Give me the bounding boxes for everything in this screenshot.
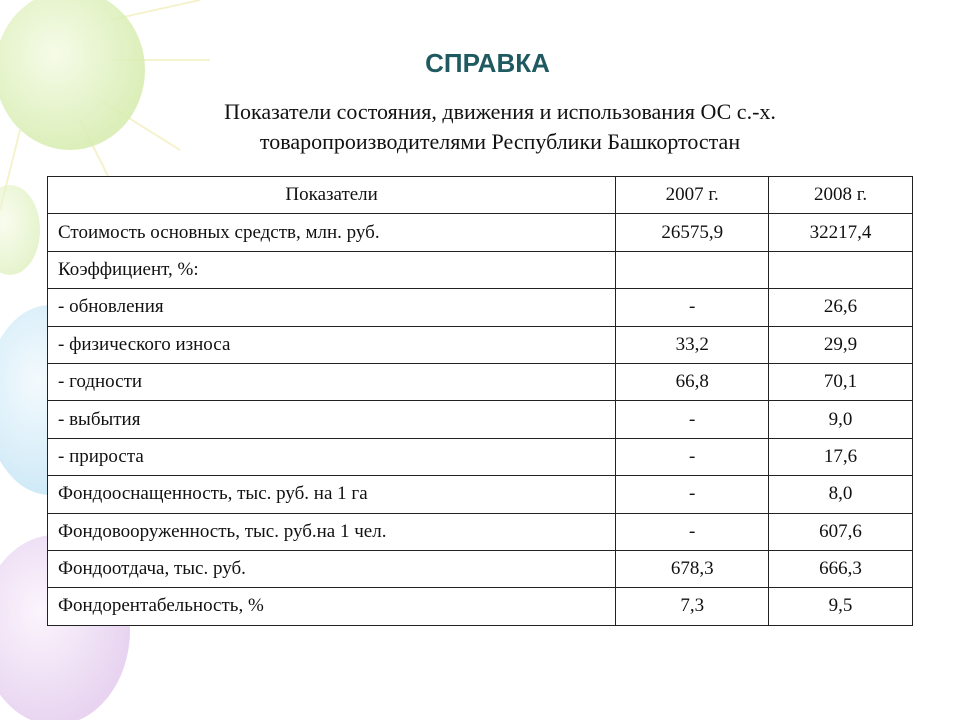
value-2008: 8,0 xyxy=(769,476,913,513)
value-2007: - xyxy=(616,401,769,438)
value-2007: 678,3 xyxy=(616,550,769,587)
table-row xyxy=(48,289,913,326)
row-label: Фондовооруженность, тыс. руб.на 1 чел. xyxy=(48,513,616,550)
table-row xyxy=(48,214,913,251)
row-label: Стоимость основных средств, млн. руб. xyxy=(48,214,616,251)
table-row xyxy=(48,588,913,625)
value-2007: 26575,9 xyxy=(616,214,769,251)
value-2007: - xyxy=(616,438,769,475)
row-label: Фондоотдача, тыс. руб. xyxy=(48,550,616,587)
row-label: - годности xyxy=(48,363,616,400)
subtitle-line-1: Показатели состояния, движения и использования ОС с.-х. xyxy=(224,99,776,124)
value-2008: 17,6 xyxy=(769,438,913,475)
row-label: Фондооснащенность, тыс. руб. на 1 га xyxy=(48,476,616,513)
value-2008: 70,1 xyxy=(769,363,913,400)
page-title: СПРАВКА xyxy=(425,48,550,78)
value-2007: 66,8 xyxy=(616,363,769,400)
table-row xyxy=(48,401,913,438)
value-2008: 32217,4 xyxy=(769,214,913,251)
table-row xyxy=(48,438,913,475)
header-indicators: Показатели xyxy=(48,177,616,214)
table-row xyxy=(48,476,913,513)
page-subtitle xyxy=(0,97,960,157)
row-label: - физического износа xyxy=(48,326,616,363)
indicators-table xyxy=(47,176,913,626)
value-2007 xyxy=(616,251,769,288)
subtitle-line-2: товаропроизводителями Республики Башкортостан xyxy=(259,129,741,154)
header-2008: 2008 г. xyxy=(769,177,913,214)
value-2008 xyxy=(769,251,913,288)
row-label: Коэффициент, %: xyxy=(48,251,616,288)
value-2008: 9,5 xyxy=(769,588,913,625)
row-label: Фондорентабельность, % xyxy=(48,588,616,625)
green-balloon-small xyxy=(0,185,40,275)
table-row xyxy=(48,550,913,587)
header-2007: 2007 г. xyxy=(616,177,769,214)
row-label: - прироста xyxy=(48,438,616,475)
value-2007: - xyxy=(616,513,769,550)
value-2008: 9,0 xyxy=(769,401,913,438)
row-label: - обновления xyxy=(48,289,616,326)
value-2008: 666,3 xyxy=(769,550,913,587)
value-2008: 29,9 xyxy=(769,326,913,363)
table-row xyxy=(48,251,913,288)
value-2008: 26,6 xyxy=(769,289,913,326)
value-2008: 607,6 xyxy=(769,513,913,550)
value-2007: - xyxy=(616,289,769,326)
value-2007: - xyxy=(616,476,769,513)
row-label: - выбытия xyxy=(48,401,616,438)
table-row xyxy=(48,513,913,550)
value-2007: 33,2 xyxy=(616,326,769,363)
value-2007: 7,3 xyxy=(616,588,769,625)
table-header-row xyxy=(48,177,913,214)
table-row xyxy=(48,326,913,363)
table-row xyxy=(48,363,913,400)
